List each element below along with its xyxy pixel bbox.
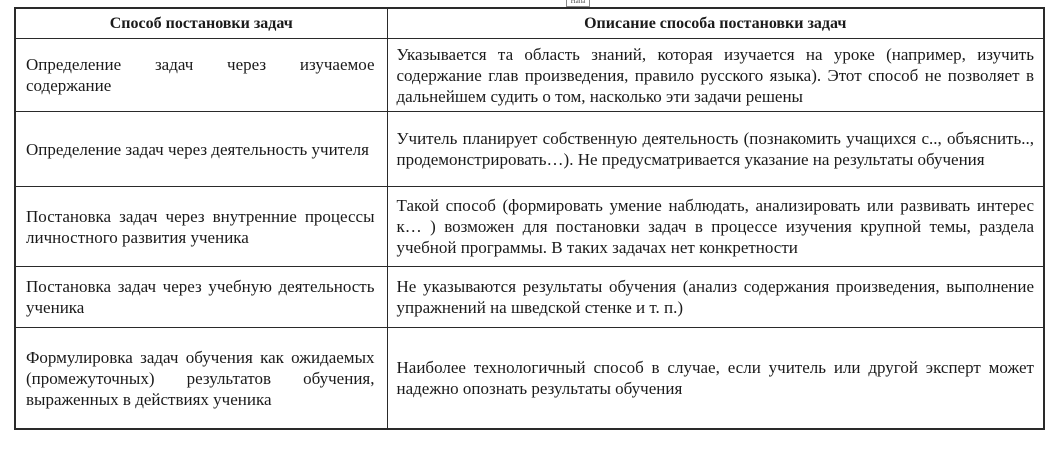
table-row <box>15 267 1044 328</box>
method-cell: Определение задач через изучаемое содержание <box>15 39 387 112</box>
method-cell: Определение задач через деятельность учителя <box>15 112 387 187</box>
description-cell: Такой способ (формировать умение наблюдать, анализировать или развивать интерес к… ) возможен для постановки задач в процессе изучения крупной темы, раздела учебной программы. В таких задачах нет конкретности <box>387 187 1044 267</box>
method-cell: Постановка задач через внутренние процессы личностного развития ученика <box>15 187 387 267</box>
description-cell: Не указываются результаты обучения (анализ содержания произведения, выполнение упражнений на шведской стенке и т. п.) <box>387 267 1044 328</box>
table-row <box>15 328 1044 430</box>
method-cell: Постановка задач через учебную деятельность ученика <box>15 267 387 328</box>
page-marker-label: Hana <box>566 0 590 7</box>
description-cell: Наиболее технологичный способ в случае, если учитель или другой эксперт может надежно опознать результаты обучения <box>387 328 1044 430</box>
table-row <box>15 39 1044 112</box>
method-cell: Формулировка задач обучения как ожидаемых (промежуточных) результатов обучения, выраженных в действиях ученика <box>15 328 387 430</box>
task-setting-methods-table <box>14 7 1045 430</box>
table-row <box>15 112 1044 187</box>
description-cell: Указывается та область знаний, которая изучается на уроке (например, изучить содержание глав произведения, правило русского языка). Этот способ не позволяет в дальнейшем судить о том, насколько эти задачи решены <box>387 39 1044 112</box>
column-header-description: Описание способа постановки задач <box>387 8 1044 39</box>
table-header-row <box>15 8 1044 39</box>
column-header-method: Способ постановки задач <box>15 8 387 39</box>
description-cell: Учитель планирует собственную деятельность (познакомить учащихся с.., объяснить.., продемонстрировать…). Не предусматривается указание на результаты обучения <box>387 112 1044 187</box>
table-row <box>15 187 1044 267</box>
